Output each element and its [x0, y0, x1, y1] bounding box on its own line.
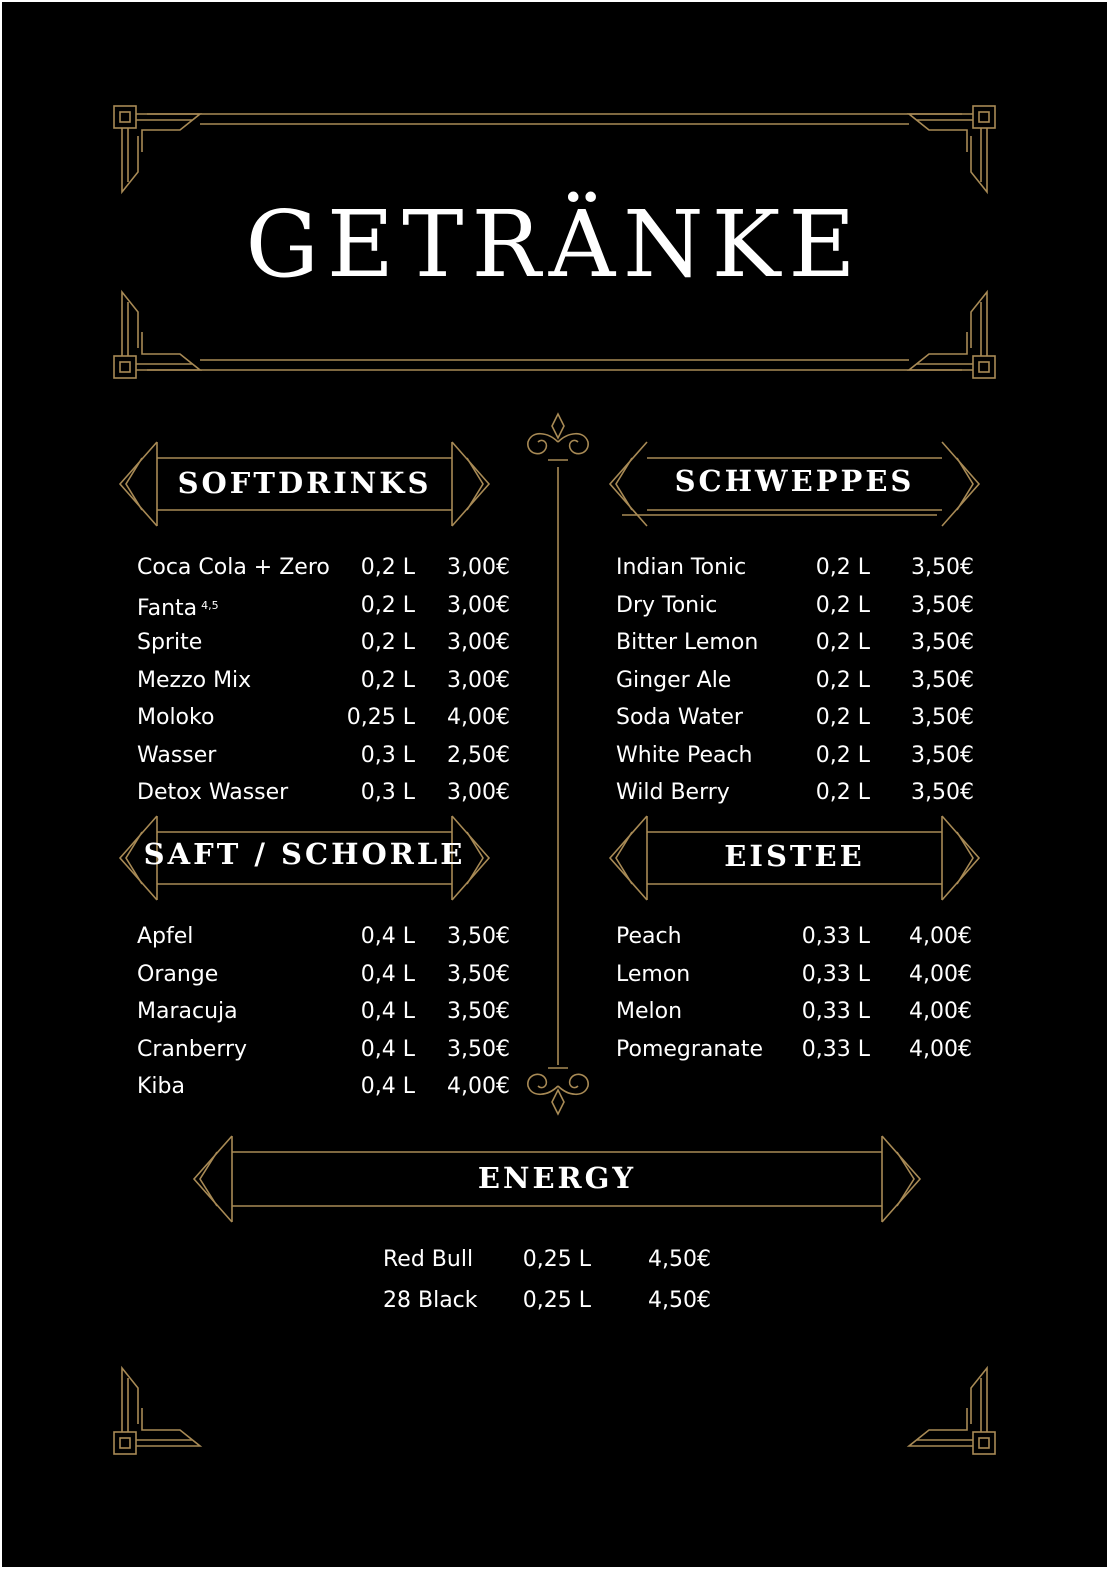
item-name: Kiba: [137, 1074, 185, 1099]
item-size: 0,2 L: [815, 667, 870, 693]
item-size: 0,2 L: [360, 630, 415, 655]
corner-ornament-title-bottom-left: [114, 292, 200, 378]
item-price: 3,00€: [447, 592, 510, 618]
item-size: 0,25 L: [522, 1247, 591, 1272]
item-size: 0,2 L: [815, 780, 870, 805]
item-price: 3,50€: [911, 742, 974, 768]
item-price: 3,50€: [911, 630, 974, 655]
item-price: 3,50€: [447, 961, 510, 987]
menu-item-row: [383, 1287, 711, 1315]
menu-item-row: [137, 742, 510, 770]
item-size: 0,2 L: [360, 555, 415, 580]
item-size: 0,2 L: [815, 630, 870, 655]
menu-item-row: [616, 779, 974, 807]
item-name: Maracuja: [137, 999, 238, 1024]
item-name: 28 Black: [383, 1288, 478, 1313]
item-price: 4,00€: [909, 1036, 972, 1062]
menu-item-row: [137, 923, 510, 951]
item-price: 3,50€: [911, 555, 974, 580]
item-price: 3,50€: [911, 667, 974, 693]
item-size: 0,33 L: [801, 924, 870, 949]
menu-item-row: [616, 998, 972, 1026]
corner-ornament-bottom-left: [114, 1368, 200, 1454]
item-size: 0,2 L: [815, 592, 870, 618]
item-size: 0,25 L: [346, 705, 415, 730]
item-name: Fanta $^{4,5}$: [137, 595, 219, 621]
item-size: 0,33 L: [801, 961, 870, 987]
menu-item-row: [137, 667, 510, 695]
item-name: Peach: [616, 924, 682, 949]
item-name: Orange: [137, 961, 219, 987]
item-name: Indian Tonic: [616, 555, 747, 580]
item-name: Pomegranate: [616, 1036, 763, 1062]
menu-item-row: [137, 961, 510, 989]
item-size: 0,2 L: [815, 555, 870, 580]
page-title: GETRÄNKE: [245, 191, 864, 298]
item-name: Wasser: [137, 742, 217, 768]
center-divider: [528, 414, 588, 1114]
item-price: 3,50€: [911, 592, 974, 618]
item-price: 3,00€: [447, 555, 510, 580]
section-title-saft: SAFT / SCHORLE: [143, 837, 466, 871]
item-name: Melon: [616, 999, 683, 1024]
item-price: 3,50€: [447, 999, 510, 1024]
menu-item-row: [137, 1073, 510, 1101]
allergen-note: 4,5: [201, 598, 219, 612]
item-name: Soda Water: [616, 705, 743, 730]
item-size: 0,2 L: [815, 742, 870, 768]
item-name: White Peach: [616, 742, 753, 768]
item-size: 0,4 L: [360, 1074, 415, 1099]
item-size: 0,4 L: [360, 924, 415, 949]
item-name: Wild Berry: [616, 780, 730, 805]
item-size: 0,3 L: [360, 742, 415, 768]
menu-item-row: [616, 742, 974, 770]
item-price: 3,00€: [447, 667, 510, 693]
menu-item-row: [137, 592, 510, 620]
item-name: Detox Wasser: [137, 780, 289, 805]
item-price: 4,50€: [648, 1288, 711, 1313]
menu-item-row: [137, 1036, 510, 1064]
menu-item-row: [616, 923, 972, 951]
item-size: 0,4 L: [360, 1036, 415, 1062]
section-title-softdrinks: SOFTDRINKS: [177, 466, 432, 500]
item-price: 3,50€: [447, 1036, 510, 1062]
item-name: Bitter Lemon: [616, 630, 759, 655]
menu-item-row: [137, 704, 510, 732]
item-price: 4,00€: [909, 999, 972, 1024]
item-price: 3,50€: [447, 924, 510, 949]
item-price: 4,00€: [447, 705, 510, 730]
item-name: Ginger Ale: [616, 667, 732, 693]
item-size: 0,4 L: [360, 999, 415, 1024]
item-size: 0,2 L: [815, 705, 870, 730]
item-name: Dry Tonic: [616, 592, 718, 618]
menu-item-row: [616, 1036, 972, 1064]
menu-item-row: [616, 629, 974, 657]
item-price: 3,00€: [447, 780, 510, 805]
menu-item-row: [616, 554, 974, 582]
section-title-energy: ENERGY: [477, 1161, 637, 1195]
menu-item-row: [137, 554, 510, 582]
corner-ornament-bottom-right: [909, 1368, 995, 1454]
item-name: Lemon: [616, 961, 691, 987]
item-name: Apfel: [137, 924, 194, 949]
item-price: 4,00€: [447, 1074, 510, 1099]
item-size: 0,2 L: [360, 592, 415, 618]
menu-item-row: [616, 704, 974, 732]
item-price: 4,50€: [648, 1247, 711, 1272]
item-size: 0,2 L: [360, 667, 415, 693]
item-size: 0,4 L: [360, 961, 415, 987]
menu-item-row: [137, 779, 510, 807]
menu-item-row: [383, 1246, 711, 1274]
item-name: Coca Cola + Zero: [137, 555, 330, 580]
menu-item-row: [137, 998, 510, 1026]
item-size: 0,25 L: [522, 1288, 591, 1313]
item-name: Red Bull: [383, 1247, 474, 1272]
item-size: 0,33 L: [801, 1036, 870, 1062]
item-price: 3,00€: [447, 630, 510, 655]
item-size: 0,3 L: [360, 780, 415, 805]
menu-item-row: [616, 592, 974, 620]
corner-ornament-top-left: [114, 106, 200, 192]
item-price: 3,50€: [911, 780, 974, 805]
menu-item-row: [616, 961, 972, 989]
item-price: 2,50€: [447, 742, 510, 768]
item-price: 4,00€: [909, 924, 972, 949]
item-price: 3,50€: [911, 705, 974, 730]
item-name: Cranberry: [137, 1036, 248, 1062]
item-name: Moloko: [137, 705, 215, 730]
menu-item-row: [137, 629, 510, 657]
section-title-schweppes: SCHWEPPES: [674, 464, 915, 498]
item-name: Mezzo Mix: [137, 667, 252, 693]
menu-page: [2, 2, 1107, 1567]
item-size: 0,33 L: [801, 999, 870, 1024]
menu-item-row: [616, 667, 974, 695]
item-name: Sprite: [137, 630, 203, 655]
corner-ornament-top-right: [909, 106, 995, 192]
section-title-eistee: EISTEE: [724, 839, 865, 873]
corner-ornament-title-bottom-right: [909, 292, 995, 378]
item-price: 4,00€: [909, 961, 972, 987]
